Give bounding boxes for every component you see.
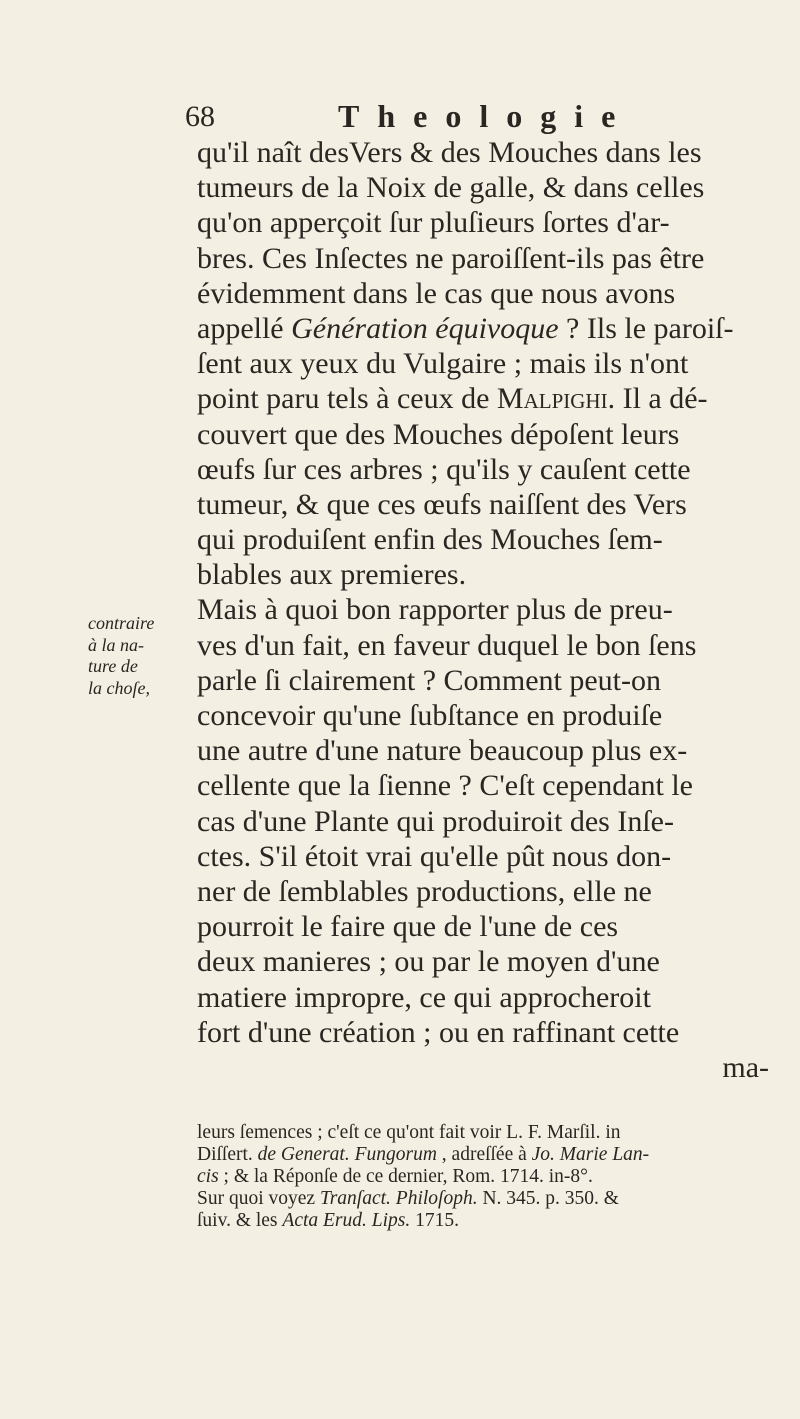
- text-line: tumeur, & que ces œufs naiſſent des Vers: [197, 487, 687, 521]
- footnote-line-segment: Tranſact. Philoſoph.: [319, 1188, 478, 1209]
- footnote-line-segment: Acta Erud. Lips.: [282, 1210, 411, 1231]
- footnote-line-segment: cis: [197, 1166, 219, 1187]
- footnote-block: [197, 1122, 772, 1232]
- footnote-line-segment: ſuiv. & les: [197, 1210, 283, 1231]
- page-header: [185, 100, 775, 140]
- text-line-segment: ? Ils le paroiſ-: [558, 311, 734, 345]
- footnote-line: [197, 1210, 772, 1232]
- margin-note-line: contraire: [88, 613, 155, 633]
- footnote-line-segment: Diſſert.: [197, 1144, 258, 1165]
- footnote-line-segment: ; & la Réponſe de ce dernier, Rom. 1714. in-8°.: [218, 1166, 593, 1187]
- footnote-line-segment: N. 345. p. 350. &: [477, 1188, 619, 1209]
- footnote-line: leurs ſemences ; c'eſt ce qu'ont fait voir L. F. Marſil. in: [197, 1122, 621, 1143]
- text-line: œufs ſur ces arbres ; qu'ils y cauſent cette: [197, 452, 691, 486]
- footnote-line: [197, 1188, 772, 1210]
- text-line: ma-: [722, 1050, 769, 1084]
- text-line: qu'on apperçoit ſur pluſieurs ſortes d'ar-: [197, 206, 670, 240]
- text-line: une autre d'une nature beaucoup plus ex-: [197, 734, 688, 768]
- text-line-segment: . Il a dé-: [607, 382, 708, 416]
- text-line: couvert que des Mouches dépoſent leurs: [197, 417, 680, 451]
- text-line: évidemment dans le cas que nous avons: [197, 276, 676, 310]
- text-line: pourroit le faire que de l'une de ces: [197, 910, 619, 944]
- text-line: matiere impropre, ce qui approcheroit: [197, 980, 651, 1014]
- text-line: Mais à quoi bon rapporter plus de preu-: [197, 593, 673, 627]
- text-line-segment: appellé: [197, 311, 292, 345]
- text-line: ſent aux yeux du Vulgaire ; mais ils n'ont: [197, 347, 689, 381]
- running-title: Theologie: [338, 98, 634, 134]
- text-line: concevoir qu'une ſubſtance en produiſe: [197, 699, 663, 732]
- page-number: 68: [185, 100, 215, 133]
- text-line-segment: point paru tels à ceux de: [197, 382, 497, 416]
- text-line: bres. Ces Inſectes ne paroiſſent-ils pas être: [197, 241, 705, 275]
- text-line: ctes. S'il étoit vrai qu'elle pût nous don-: [197, 839, 672, 873]
- text-line: ves d'un fait, en faveur duquel le bon ſens: [197, 628, 697, 662]
- footnote-line: [197, 1144, 772, 1166]
- footnote-line-segment: , adreſſée à: [436, 1144, 532, 1165]
- footnote-line-segment: Jo. Marie Lan-: [531, 1144, 650, 1165]
- text-line: cas d'une Plante qui produiroit des Inſe-: [197, 804, 674, 838]
- text-line: blables aux premieres.: [197, 558, 467, 592]
- footnote-line: [197, 1166, 772, 1188]
- text-line: [197, 381, 769, 416]
- margin-note-line: la choſe,: [88, 677, 150, 698]
- margin-note-line: à la na-: [88, 634, 144, 655]
- text-line: fort d'une création ; ou en raffinant cette: [197, 1015, 680, 1049]
- text-line: cellente que la ſienne ? C'eſt cependant le: [197, 769, 693, 803]
- footnote-line-segment: de Generat. Fungorum: [257, 1144, 437, 1165]
- text-line-segment: Génération équivoque: [291, 311, 559, 345]
- footnote-line-segment: 1715.: [410, 1210, 459, 1231]
- text-line: qui produiſent enfin des Mouches ſem-: [197, 523, 663, 557]
- footnote-line-segment: Sur quoi voyez: [197, 1188, 320, 1209]
- text-line: [197, 311, 769, 346]
- margin-note-line: ture de: [88, 656, 138, 676]
- text-line-segment: Malpighi: [496, 382, 608, 416]
- text-line: qu'il naît desVers & des Mouches dans les: [197, 136, 702, 169]
- text-line: deux manieres ; ou par le moyen d'une: [197, 945, 660, 979]
- margin-note: [88, 613, 188, 699]
- text-line: ner de ſemblables productions, elle ne: [197, 874, 652, 908]
- text-line: tumeurs de la Noix de galle, & dans celles: [197, 171, 705, 205]
- text-line: parle ſi clairement ? Comment peut-on: [197, 663, 662, 697]
- main-text-block: [197, 135, 769, 1085]
